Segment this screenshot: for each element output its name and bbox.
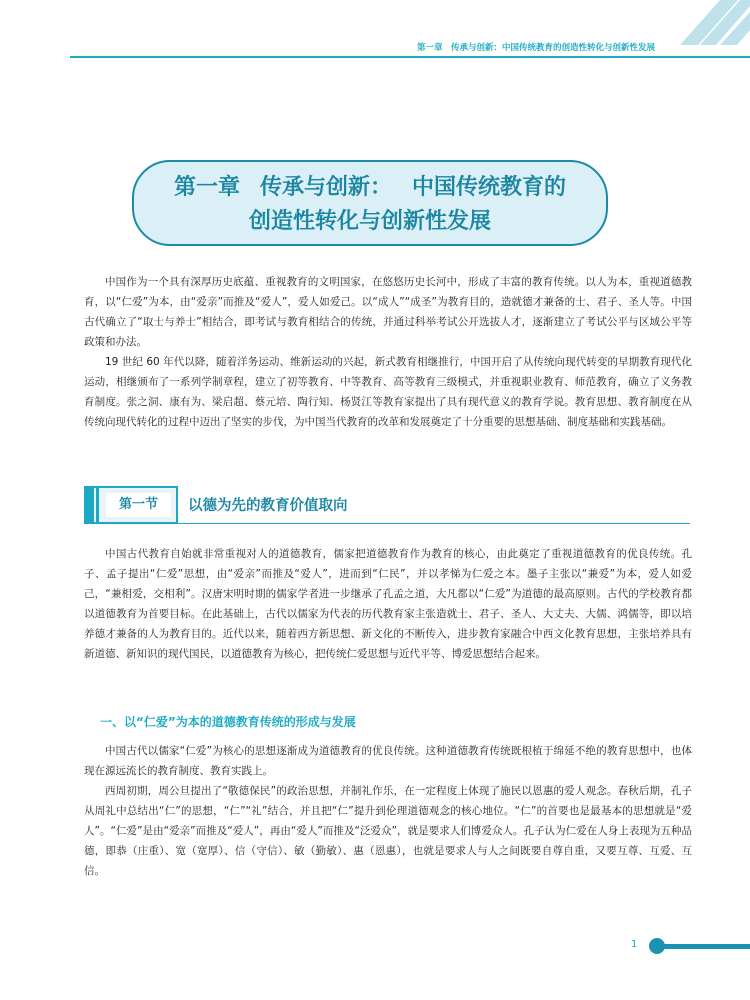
header-divider [70, 56, 750, 58]
chapter-title [132, 160, 608, 246]
section-label-bar [84, 486, 94, 524]
corner-decoration [620, 0, 750, 45]
section-number: 第一节 [106, 493, 171, 517]
section-label-bar-thin [96, 486, 99, 524]
section-label [84, 486, 178, 524]
subsection-heading: 一、以“仁爱”为本的道德教育传统的形成与发展 [100, 715, 356, 729]
chapter-title-line1 [134, 170, 606, 204]
running-header: 第一章 传承与创新：中国传统教育的创造性转化与创新性发展 [416, 43, 655, 53]
section-paragraph-1: 中国古代教育自始就非常重视对人的道德教育，儒家把道德教育作为教育的核心，由此奠定了重视道德教育的优良传统。孔子、孟子提出“仁爱”思想，由“爱亲”而推及“爱人”，进而到“仁民”，并以孝悌为仁爱之本。墨子主张以“兼爱”为本，爱人如爱己，“兼相爱，交相利”。汉唐宋明时期的儒家学者进一步继承了孔孟之道，大凡都以“仁爱”为道德的最高原则。古代的学校教育都以道德教育为首要目标。在此基础上，古代以儒家为代表的历代教育家主张造就士、君子、圣人、大丈夫、大儒、鸿儒等，即以培养德才兼备的人为教育目的。近代以来，随着西方新思想、新文化的不断传入，进步教育家融合中西文化教育思想，主张培养具有新道德、新知识的现代国民，以道德教育为核心，把传统仁爱思想与近代平等、博爱思想结合起来。 [84, 548, 692, 660]
subsection-paragraph-2: 西周初期，周公旦提出了“敬德保民”的政治思想，并制礼作乐，在一定程度上体现了施民以恩惠的爱人观念。春秋后期，孔子从周礼中总结出“仁”的思想，“仁”“礼”结合，并且把“仁”提升到伦理道德观念的核心地位。“仁”的首要也是最基本的思想就是“爱人”。“仁爱”是由“爱亲”而推及“爱人”，再由“爱人”而推及“泛爱众”，就是要求人们博爱众人。孔子认为仁爱在人身上表现为五种品德，即恭（庄重）、宽（宽厚）、信（守信）、敏（勤敏）、惠（恩惠），也就是要求人与人之间既要自尊自重，又要互尊、互爱、互信。 [84, 785, 692, 877]
subsection-paragraph-1: 中国古代以儒家“仁爱”为核心的思想逐渐成为道德教育的优良传统。这种道德教育传统既根植于绵延不绝的教育思想中，也体现在源远流长的教育制度、教育实践上。 [84, 745, 692, 777]
section-title: 以德为先的教育价值取向 [188, 498, 348, 514]
chapter-title-main: 传承与创新： [259, 174, 392, 200]
chapter-title-line2: 创造性转化与创新性发展 [248, 208, 491, 234]
chapter-number: 第一章 [173, 174, 240, 200]
section-divider [84, 523, 690, 524]
page-number: 1 [631, 939, 638, 950]
chapter-title-rest: 中国传统教育的 [412, 174, 567, 200]
page-number-bar [662, 944, 750, 949]
intro-paragraph-2: 19 世纪 60 年代以降，随着洋务运动、维新运动的兴起，新式教育相继推行，中国开启了从传统向现代转变的早期教育现代化运动，相继颁布了一系列学制章程，建立了初等教育、中等教育、高等教育三级模式，并重视职业教育、师范教育，确立了义务教育制度。张之洞、康有为、梁启超、蔡元培、陶行知、杨贤江等教育家提出了具有现代意义的教育学说。教育思想、教育制度在从传统向现代转化的过程中迈出了坚实的步伐，为中国当代教育的改革和发展奠定了十分重要的思想基础、制度基础和实践基础。 [84, 356, 692, 428]
intro-paragraph-1: 中国作为一个具有深厚历史底蕴、重视教育的文明国家，在悠悠历史长河中，形成了丰富的教育传统。以人为本，重视道德教育，以“仁爱”为本，由“爱亲”而推及“爱人”，爱人如爱己。以“成人”“成圣”为教育目的，造就德才兼备的士、君子、圣人等。中国古代确立了“取士与养士”相结合，即考试与教育相结合的传统，并通过科举考试公开选拔人才，逐渐建立了考试公平与区域公平等政策和办法。 [84, 276, 692, 348]
